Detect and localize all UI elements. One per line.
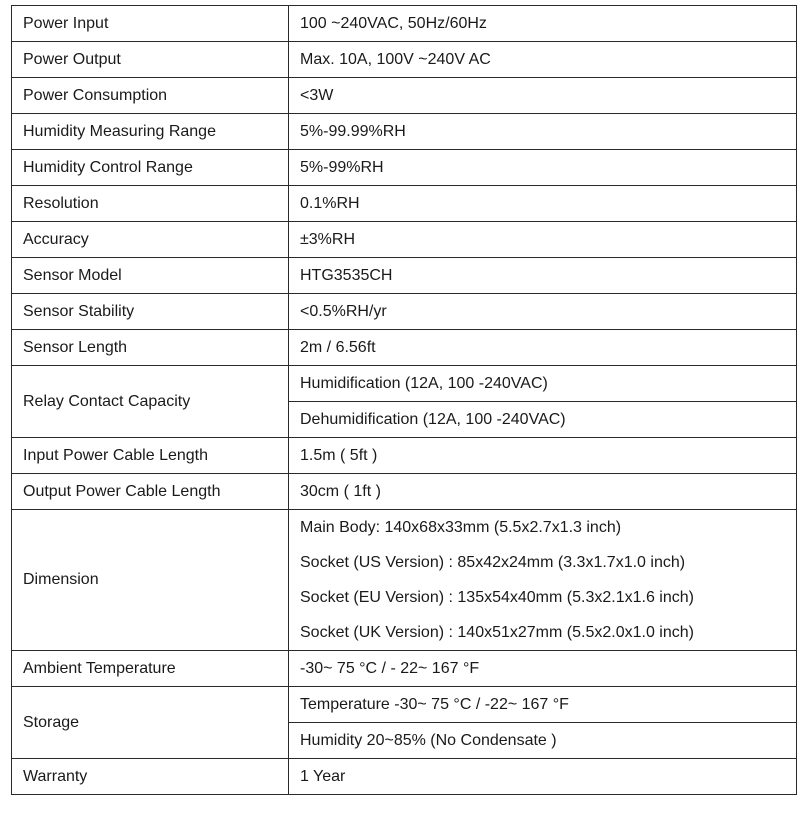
spec-label: Warranty [12, 759, 289, 795]
spec-label: Accuracy [12, 222, 289, 258]
spec-value: Temperature -30~ 75 °C / -22~ 167 °F [300, 695, 569, 713]
spec-value-group [289, 687, 797, 759]
spec-value: Dehumidification (12A, 100 -240VAC) [289, 401, 796, 437]
spec-label: Power Input [12, 6, 289, 42]
spec-value: Humidification (12A, 100 -240VAC) [300, 374, 548, 392]
spec-label: Power Output [12, 42, 289, 78]
table-row [12, 759, 797, 795]
table-row [12, 366, 797, 438]
spec-label: Output Power Cable Length [12, 474, 289, 510]
spec-label: Relay Contact Capacity [12, 366, 289, 438]
spec-value: -30~ 75 °C / - 22~ 167 °F [289, 651, 797, 687]
spec-value: ±3%RH [289, 222, 797, 258]
spec-label: Dimension [12, 510, 289, 651]
spec-value: Socket (UK Version) : 140x51x27mm (5.5x2.0x1.0 inch) [300, 623, 694, 641]
table-row [12, 42, 797, 78]
spec-label: Storage [12, 687, 289, 759]
table-row [12, 222, 797, 258]
spec-value: Main Body: 140x68x33mm (5.5x2.7x1.3 inch) [300, 518, 622, 536]
spec-value: 30cm ( 1ft ) [289, 474, 797, 510]
table-row [12, 78, 797, 114]
spec-value: <0.5%RH/yr [289, 294, 797, 330]
spec-value: 1 Year [289, 759, 797, 795]
table-row [12, 651, 797, 687]
spec-value: 1.5m ( 5ft ) [289, 438, 797, 474]
spec-value: Max. 10A, 100V ~240V AC [289, 42, 797, 78]
table-row [12, 258, 797, 294]
table-row [12, 6, 797, 42]
spec-value: 2m / 6.56ft [289, 330, 797, 366]
table-row [12, 687, 797, 759]
spec-value-group [289, 366, 797, 438]
spec-label: Power Consumption [12, 78, 289, 114]
table-row [12, 474, 797, 510]
specification-table [11, 5, 797, 795]
table-row [12, 114, 797, 150]
spec-label: Resolution [12, 186, 289, 222]
table-row [12, 150, 797, 186]
table-row [12, 294, 797, 330]
spec-value: 0.1%RH [289, 186, 797, 222]
spec-label: Ambient Temperature [12, 651, 289, 687]
spec-value: 5%-99%RH [289, 150, 797, 186]
table-row [12, 510, 797, 651]
spec-value: Socket (US Version) : 85x42x24mm (3.3x1.7x1.0 inch) [300, 553, 686, 571]
spec-label: Humidity Measuring Range [12, 114, 289, 150]
spec-label: Sensor Model [12, 258, 289, 294]
spec-value: Socket (EU Version) : 135x54x40mm (5.3x2.1x1.6 inch) [300, 588, 694, 606]
table-row [12, 438, 797, 474]
spec-value: 100 ~240VAC, 50Hz/60Hz [289, 6, 797, 42]
spec-value: 5%-99.99%RH [289, 114, 797, 150]
spec-label: Sensor Stability [12, 294, 289, 330]
spec-value: <3W [289, 78, 797, 114]
spec-label: Humidity Control Range [12, 150, 289, 186]
spec-value: HTG3535CH [289, 258, 797, 294]
table-row [12, 186, 797, 222]
spec-label: Input Power Cable Length [12, 438, 289, 474]
spec-value-group [289, 510, 797, 651]
spec-value: Humidity 20~85% (No Condensate ) [289, 722, 796, 758]
table-row [12, 330, 797, 366]
spec-label: Sensor Length [12, 330, 289, 366]
